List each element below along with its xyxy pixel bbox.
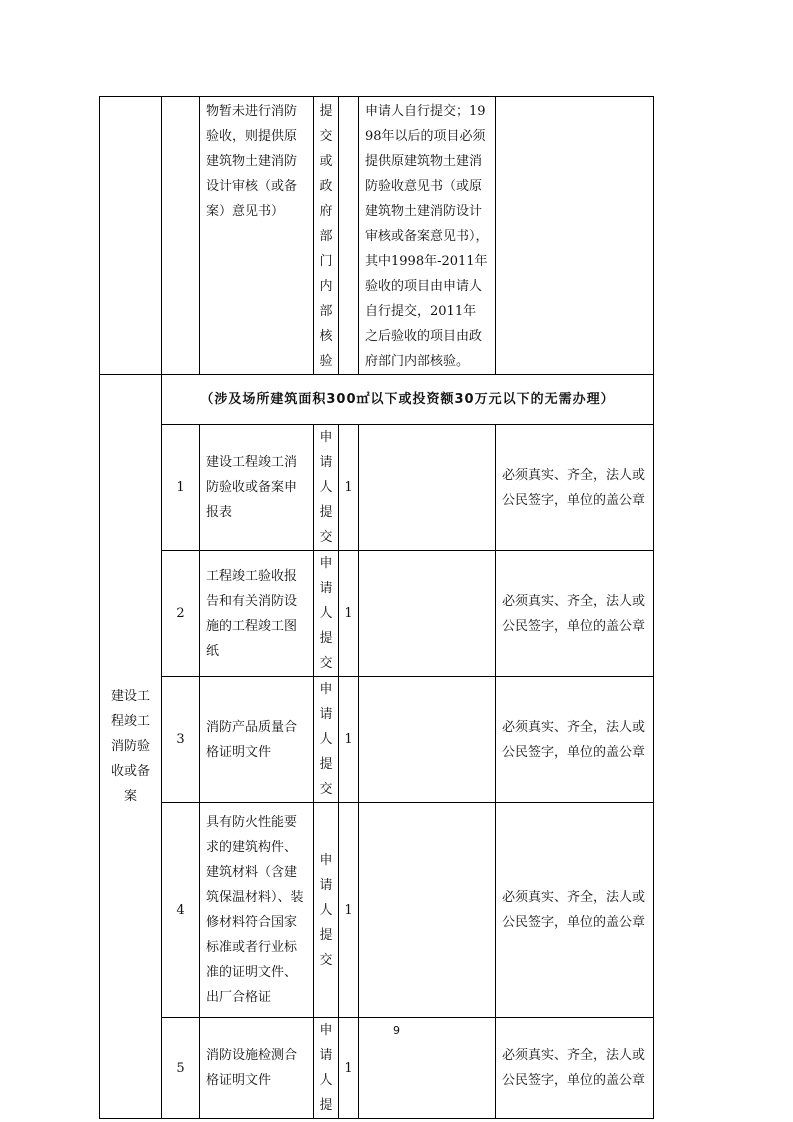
table-row [100, 803, 654, 1018]
number-cell [162, 97, 200, 375]
submission-form [314, 677, 339, 803]
vertical-char: 请 [319, 1048, 333, 1063]
page-number: 9 [393, 1024, 400, 1037]
vertical-char: 部 [319, 229, 333, 244]
vertical-char: 请 [319, 877, 333, 893]
vertical-char: 人 [319, 902, 333, 918]
vertical-char: 交 [319, 530, 333, 545]
row-number: 1 [162, 425, 200, 551]
category-cell [100, 97, 162, 375]
vertical-char: 验 [319, 354, 333, 369]
material-name: 建设工程竣工消防验收或备案申报表 [200, 425, 314, 551]
material-name: 具有防火性能要求的建筑构件、建筑材料（含建筑保温材料）、装修材料符合国家标准或者行业标准的证明文件、出厂合格证 [200, 803, 314, 1018]
vertical-char: 提 [319, 1098, 333, 1113]
section-title: （涉及场所建筑面积300㎡以下或投资额30万元以下的无需办理） [162, 375, 654, 425]
vertical-char: 政 [319, 179, 333, 194]
vertical-char: 核 [319, 329, 333, 344]
vertical-char: 交 [319, 656, 333, 671]
note-text: 必须真实、齐全，法人或公民签字，单位的盖公章 [496, 677, 654, 803]
note-text: 必须真实、齐全，法人或公民签字，单位的盖公章 [496, 425, 654, 551]
vertical-char: 人 [319, 606, 333, 621]
row-number: 2 [162, 551, 200, 677]
vertical-char: 提 [319, 631, 333, 646]
vertical-char: 部 [319, 304, 333, 319]
vertical-char: 交 [319, 782, 333, 797]
copies: 1 [339, 677, 359, 803]
table-row [100, 677, 654, 803]
vertical-char: 交 [319, 129, 333, 144]
vertical-char: 提 [319, 104, 333, 119]
row-number: 4 [162, 803, 200, 1018]
note-text: 必须真实、齐全，法人或公民签字，单位的盖公章 [496, 551, 654, 677]
vertical-char: 提 [319, 505, 333, 520]
materials-table [99, 96, 654, 1119]
requirement-text: 申请人自行提交；1998年以后的项目必须提供原建筑物土建消防验收意见书（或原建筑物土建消防设计审核或备案意见书），其中1998年-2011年验收的项目由申请人自行提交，2011年之后验收的项目由政府部门内部核验。 [359, 97, 496, 375]
table-row [100, 551, 654, 677]
vertical-char: 请 [319, 707, 333, 722]
continued-row [100, 97, 654, 375]
material-name: 消防设施检测合格证明文件 [200, 1018, 314, 1119]
material-name: 消防产品质量合格证明文件 [200, 677, 314, 803]
vertical-char: 请 [319, 455, 333, 470]
vertical-char: 提 [319, 927, 333, 943]
material-name: 物暂未进行消防验收，则提供原建筑物土建消防设计审核（或备案）意见书） [200, 97, 314, 375]
category-label: 建设工程竣工消防验收或备案 [100, 375, 162, 1119]
submission-form [314, 551, 339, 677]
submission-form [314, 97, 339, 375]
requirement-text [359, 551, 496, 677]
vertical-char: 申 [319, 430, 333, 445]
vertical-char: 人 [319, 732, 333, 747]
vertical-char: 交 [319, 952, 333, 968]
vertical-char: 提 [319, 757, 333, 772]
vertical-char: 请 [319, 581, 333, 596]
vertical-char: 内 [319, 279, 333, 294]
copies: 1 [339, 551, 359, 677]
vertical-char: 门 [319, 254, 333, 269]
note-text: 必须真实、齐全，法人或公民签字，单位的盖公章 [496, 1018, 654, 1119]
vertical-char: 人 [319, 1073, 333, 1088]
requirement-text [359, 677, 496, 803]
requirement-text [359, 803, 496, 1018]
copies: 1 [339, 425, 359, 551]
row-number: 3 [162, 677, 200, 803]
vertical-char: 府 [319, 204, 333, 219]
copies: 1 [339, 803, 359, 1018]
note-text: 必须真实、齐全，法人或公民签字，单位的盖公章 [496, 803, 654, 1018]
copies: 1 [339, 1018, 359, 1119]
section-title-row [100, 375, 654, 425]
submission-form [314, 803, 339, 1018]
vertical-char: 申 [319, 556, 333, 571]
submission-form [314, 425, 339, 551]
vertical-char: 人 [319, 480, 333, 495]
vertical-char: 或 [319, 154, 333, 169]
material-name: 工程竣工验收报告和有关消防设施的工程竣工图纸 [200, 551, 314, 677]
vertical-char: 申 [319, 682, 333, 697]
vertical-char: 申 [319, 852, 333, 868]
requirement-text [359, 425, 496, 551]
table-row [100, 425, 654, 551]
copies-cell [339, 97, 359, 375]
note-cell [496, 97, 654, 375]
vertical-char: 申 [319, 1023, 333, 1038]
row-number: 5 [162, 1018, 200, 1119]
